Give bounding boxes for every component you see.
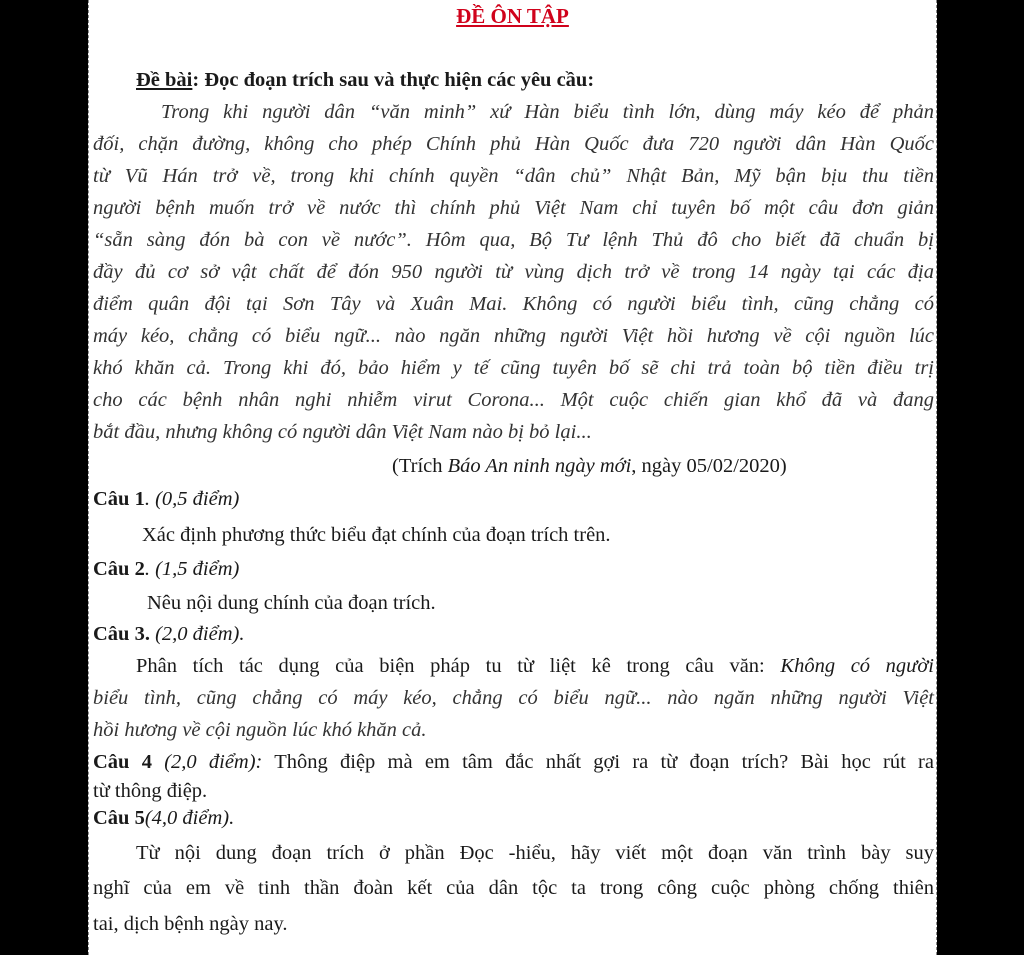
passage-line: bắt đầu, nhưng không có người dân Việt Nam nào bị bỏ lại...: [93, 421, 592, 443]
question-3-quote: biểu tình, cũng chẳng có máy kéo, chẳng có biểu ngữ... nào ngăn những người Việt: [93, 687, 934, 709]
passage-line: đối, chặn đường, không cho phép Chính phủ Hàn Quốc đưa 720 người dân Hàn Quốc: [93, 133, 934, 155]
question-1-text: Xác định phương thức biểu đạt chính của đoạn trích trên.: [142, 524, 611, 546]
passage-line: “sẵn sàng đón bà con về nước”. Hôm qua, Bộ Tư lệnh Thủ đô cho biết đã chuẩn bị: [93, 229, 934, 251]
question-3-header: Câu 3. (2,0 điểm).: [93, 623, 245, 645]
passage-line: khó khăn cả. Trong khi đó, bảo hiểm y tế cũng tuyên bố sẽ chi trả toàn bộ tiền điều trị: [93, 357, 934, 379]
question-4-text: từ thông điệp.: [93, 780, 208, 802]
question-5-text: tai, dịch bệnh ngày nay.: [93, 913, 288, 935]
source-citation: (Trích Báo An ninh ngày mới, ngày 05/02/2020): [392, 455, 787, 477]
document-page: [88, 0, 937, 955]
passage-line: Trong khi người dân “văn minh” xứ Hàn biểu tình lớn, dùng máy kéo để phản: [161, 101, 934, 123]
question-5-text: Từ nội dung đoạn trích ở phần Đọc -hiểu, hãy viết một đoạn văn trình bày suy: [136, 842, 934, 864]
question-5-text: nghĩ của em về tinh thần đoàn kết của dân tộc ta trong công cuộc phòng chống thiên: [93, 877, 934, 899]
question-2-header: Câu 2. (1,5 điểm): [93, 558, 240, 580]
prompt-text: : Đọc đoạn trích sau và thực hiện các yêu cầu:: [192, 69, 595, 91]
question-1-header: Câu 1. (0,5 điểm): [93, 488, 240, 510]
question-5-header: Câu 5(4,0 điểm).: [93, 807, 235, 829]
passage-line: điểm quân đội tại Sơn Tây và Xuân Mai. Không có người biểu tình, cũng chẳng có: [93, 293, 934, 315]
question-3-quote: hồi hương về cội nguồn lúc khó khăn cả.: [93, 719, 427, 741]
prompt-line: [136, 68, 934, 92]
question-4-line: Câu 4 (2,0 điểm): Thông điệp mà em tâm đắc nhất gợi ra từ đoạn trích? Bài học rút ra: [93, 751, 934, 773]
passage-line: từ Vũ Hán trở về, trong khi chính quyền “dân chủ” Nhật Bản, Mỹ bận bịu thu tiền: [93, 165, 934, 187]
passage-line: cho các bệnh nhân nghi nhiễm virut Corona... Một cuộc chiến gian khổ đã và đang: [93, 389, 934, 411]
passage-line: máy kéo, chẳng có biểu ngữ... nào ngăn những người Việt hồi hương về cội nguồn lúc: [93, 325, 934, 347]
question-2-text: Nêu nội dung chính của đoạn trích.: [147, 592, 436, 614]
passage-line: đầy đủ cơ sở vật chất để đón 950 người từ vùng dịch trở về trong 14 ngày tại các địa: [93, 261, 934, 283]
question-3-text: Phân tích tác dụng của biện pháp tu từ liệt kê trong câu văn: Không có người: [136, 655, 934, 677]
passage-line: người bệnh muốn trở về nước thì chính phủ Việt Nam chỉ tuyên bố một câu đơn giản: [93, 197, 934, 219]
page-title: ĐỀ ÔN TẬP: [456, 4, 569, 28]
prompt-label: Đề bài: [136, 69, 193, 91]
